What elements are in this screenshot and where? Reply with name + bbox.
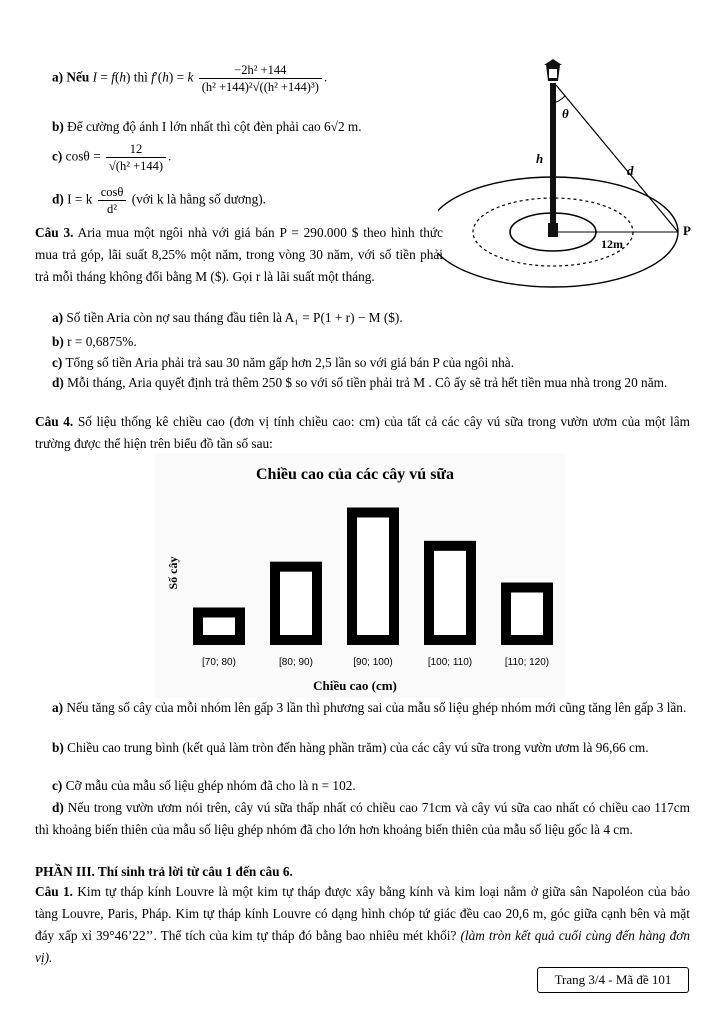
q3-option-a: a) Số tiền Aria còn nợ sau tháng đầu tiên là A₁ = P(1 + r) − M ($). [52,310,403,325]
radius-label: 12m [601,237,623,251]
q2-d-fraction: $\frac{\cos\theta}{\text{d²}}$ [98,184,127,217]
q3-option-d: d) Mỗi tháng, Aria quyết định trả thêm 250 $ so với số tiền phải trả M . Cô ấy sẽ trả hết tiền mua nhà trong 20 năm. [52,375,668,390]
q4-intro: Câu 4. Số liệu thống kê chiều cao (đơn vị tính chiều cao: cm) của tất cả các cây vú sữa trong vườn ươm của một lâm trường được thể hiện trên biểu đồ tần số sau: [35,414,690,451]
chart-y-label: Số cây [166,556,180,590]
q2-option-d: d) I = k $\frac{\cos\theta}{\text{d²}}$ (với k là hằng số dương). [52,185,266,216]
x-tick-label-0: [70; 80) [202,657,236,668]
chart-x-label: Chiều cao (cm) [313,678,397,693]
bar-value-label-4: 15 [520,592,534,605]
bar-value-label-0: 9 [215,617,223,630]
lamp-base [548,223,558,237]
q3-option-c: c) Tổng số tiền Aria phải trả sau 30 năm gấp hơn 2,5 lần so với giá bán P của ngôi nhà. [52,355,515,370]
p-label: P [683,223,691,238]
lamp-pole [550,83,556,225]
q2-option-c: c) cosθ = $\frac{12}{\text{√(h² +144)}}$ . [52,142,172,173]
bar-value-label-2: 33 [366,517,380,530]
hypotenuse-d [556,85,678,232]
x-tick-label-2: [90; 100) [353,657,393,668]
q4-option-c: c) Cỡ mẫu của mẫu số liệu ghép nhóm đã cho là n = 102. [52,778,356,793]
bar-value-label-3: 25 [443,550,457,563]
x-tick-label-3: [100; 110) [427,657,473,668]
q4-option-a: a) Nếu tăng số cây của mỗi nhóm lên gấp 3 lần thì phương sai của mẫu số liệu ghép nhóm mới cũng tăng lên gấp 3 lần. [52,700,687,715]
lamp-figure [438,55,700,305]
part3-heading: PHẦN III. Thí sinh trả lời từ câu 1 đến câu 6. [35,864,293,879]
q4-option-b: b) Chiều cao trung bình (kết quả làm tròn đến hàng phần trăm) của các cây vú sữa trong vườn ươm là 96,66 cm. [52,740,649,755]
q4-option-d: d) Nếu trong vườn ươm nói trên, cây vú sữa thấp nhất có chiều cao 71cm và cây vú sữa cao nhất có chiều cao 117cm thì khoảng biến thiên của mẫu số liệu ghép nhóm đã cho lớn hơn khoảng biến thiên của mẫu số liệu gốc là 4 cm. [35,800,690,837]
q2-a-fraction: $\frac{\text{−2h² +144}}{\text{(h² +144)²√((h² +144)³)}}$ [199,62,322,95]
x-tick-label-1: [80; 90) [279,657,313,668]
q2-option-b: b) Để cường độ ánh I lớn nhất thì cột đèn phải cao 6√2 m. [52,119,362,134]
page-footer: Trang 3/4 - Mã đề 101 [537,967,689,993]
bar-inner-2 [357,518,389,636]
chart-title: Chiều cao của các cây vú sữa [255,466,455,483]
d-label: d [627,163,634,178]
bar-value-label-1: 20 [289,571,303,584]
lamp-cap [544,59,562,65]
q2-option-a: a) Nếu I = f(h) thì f′(h) = k $\frac{\text{−2h² +144}}{\text{(h² +144)²√((h² +144)³)}}$ . [52,63,328,94]
q2-c-fraction: $\frac{12}{\text{√(h² +144)}}$ [106,141,166,174]
q3-intro: Câu 3. Aria mua một ngôi nhà với giá bán P = 290.000 $ theo hình thức mua trả góp, lãi suất 8,25% một năm, trong vòng 30 năm, với số tiền phải trả mỗi tháng không đổi bằng M ($). Gọi r là lãi suất một tháng. [35,225,443,284]
x-tick-label-4: [110; 120) [504,657,550,668]
bar-inner-3 [434,551,466,635]
q3-option-b: b) r = 0,6875%. [52,334,137,349]
theta-label: θ [562,106,569,121]
lamp-glass [549,69,557,78]
part3-q1: Câu 1. Kim tự tháp kính Louvre là một kim tự tháp được xây bằng kính và kim loại nằm ở giữa sân Napoléon của bảo tàng Louvre, Paris, Pháp. Kim tự tháp kính Louvre có dạng hình chóp tứ giác đều cao 20,6 m, góc giữa cạnh bên và mặt đáy xấp xỉ 39°46’22’’. Thể tích của kim tự tháp đó bằng bao nhiêu mét khối? (làm tròn kết quả cuối cùng đến hàng đơn vị). [35,884,690,965]
frequency-chart [155,453,565,698]
h-label: h [536,151,544,166]
